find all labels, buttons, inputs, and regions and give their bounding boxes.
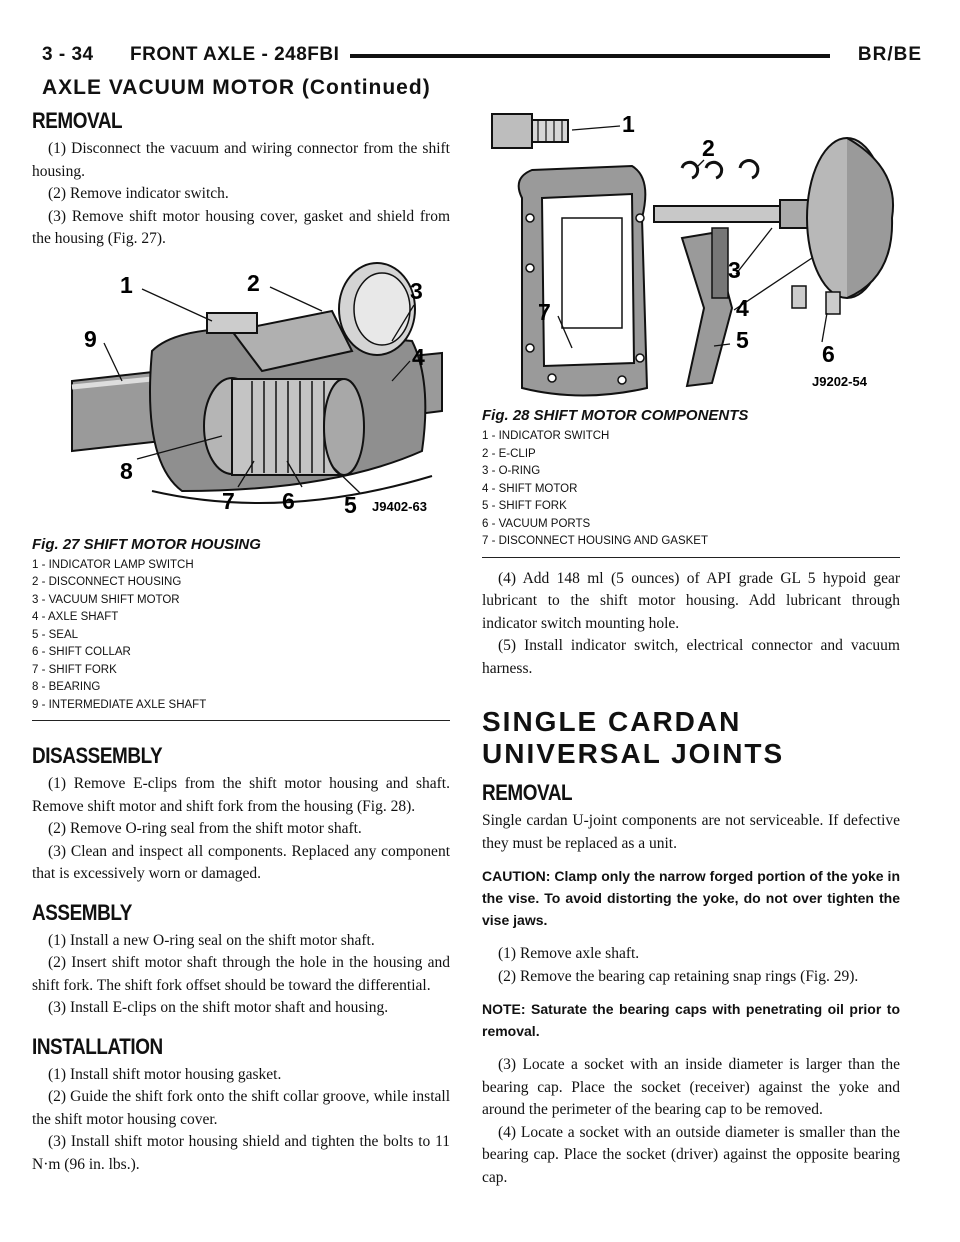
installation-step-1: (1) Install shift motor housing gasket. xyxy=(48,1065,282,1083)
figure-28 xyxy=(482,108,900,558)
fig27-callout-5: 5 xyxy=(344,491,357,518)
cardan-step-3: (3) Locate a socket with an inside diameter is larger than the bearing cap. Place the socket (receiver) against the yoke and around the perimeter of the bearing cap to be removed. xyxy=(482,1056,900,1118)
installation-step-3: (3) Install shift motor housing shield and tighten the bolts to 11 N·m (96 in. lbs.). xyxy=(32,1133,450,1173)
right-column xyxy=(482,108,900,1189)
model-code: BR/BE xyxy=(857,44,922,65)
fig28-legend-item: 2 - E-CLIP xyxy=(482,447,536,460)
cardan-removal-heading: REMOVAL xyxy=(482,780,573,805)
fig28-rule xyxy=(482,557,900,558)
shift-motor-components-illustration xyxy=(482,108,900,398)
fig27-legend xyxy=(32,557,450,715)
fig27-callout-3: 3 xyxy=(410,277,423,304)
cardan-step-1: (1) Remove axle shaft. xyxy=(498,945,640,962)
disassembly-step-1: (1) Remove E-clips from the shift motor housing and shaft. Remove shift motor and shift fork from the housing (Fig. 28). xyxy=(32,775,450,815)
fig28-code: J9202-54 xyxy=(812,374,867,389)
section-title: FRONT AXLE - 248FBI xyxy=(130,44,340,65)
disassembly-heading: DISASSEMBLY xyxy=(32,743,163,768)
fig27-legend-item: 8 - BEARING xyxy=(32,681,101,693)
fig27-legend-item: 6 - SHIFT COLLAR xyxy=(32,646,131,658)
cardan-step-4: (4) Locate a socket with an outside diameter is smaller than the bearing cap. Place the socket (driver) against the opposite bearing cap. xyxy=(482,1123,900,1186)
fig27-callout-2: 2 xyxy=(247,269,260,296)
cardan-step-2: (2) Remove the bearing cap retaining snap rings (Fig. 29). xyxy=(498,967,859,985)
shift-motor-housing-illustration xyxy=(32,261,450,527)
cardan-intro: Single cardan U-joint components are not serviceable. If defective they must be replaced as a unit. xyxy=(482,812,900,852)
running-header xyxy=(42,40,922,70)
fig28-legend-item: 1 - INDICATOR SWITCH xyxy=(482,430,610,442)
fig28-callout-3: 3 xyxy=(728,257,741,283)
fig27-legend-item: 7 - SHIFT FORK xyxy=(32,663,117,676)
fig28-callout-7: 7 xyxy=(538,299,551,325)
fig28-legend-item: 7 - DISCONNECT HOUSING AND GASKET xyxy=(482,535,708,547)
assembly-step-3: (3) Install E-clips on the shift motor shaft and housing. xyxy=(48,999,389,1016)
header-rule xyxy=(350,54,830,58)
fig27-callout-1: 1 xyxy=(120,271,133,298)
disassembly-step-3: (3) Clean and inspect all components. Replaced any component that is excessively worn or damaged. xyxy=(32,842,450,882)
fig27-legend-item: 1 - INDICATOR LAMP SWITCH xyxy=(32,558,194,571)
figure-27 xyxy=(32,261,450,722)
removal-step-3: (3) Remove shift motor housing cover, gasket and shield from the housing (Fig. 27). xyxy=(32,207,450,247)
installation-step-5: (5) Install indicator switch, electrical connector and vacuum harness. xyxy=(482,637,900,677)
fig28-caption: Fig. 28 SHIFT MOTOR COMPONENTS xyxy=(482,407,749,424)
removal-heading: REMOVAL xyxy=(32,108,123,133)
fig27-caption: Fig. 27 SHIFT MOTOR HOUSING xyxy=(32,535,261,553)
fig27-legend-item: 9 - INTERMEDIATE AXLE SHAFT xyxy=(32,698,207,711)
assembly-step-2: (2) Insert shift motor shaft through the hole in the housing and shift fork. The shift fork offset should be toward the differential. xyxy=(32,954,450,994)
fig28-callout-4: 4 xyxy=(736,295,749,321)
fig28-legend-item: 5 - SHIFT FORK xyxy=(482,500,567,512)
fig28-callout-5: 5 xyxy=(736,327,749,353)
assembly-step-1: (1) Install a new O-ring seal on the shift motor shaft. xyxy=(48,931,375,949)
left-column xyxy=(32,108,450,1176)
penetrating-oil-note: NOTE: Saturate the bearing caps with penetrating oil prior to removal. xyxy=(482,1001,900,1039)
removal-step-2: (2) Remove indicator switch. xyxy=(48,185,229,202)
fig28-callout-6: 6 xyxy=(822,341,835,367)
fig28-legend-item: 4 - SHIFT MOTOR xyxy=(482,482,578,495)
fig28-legend-item: 6 - VACUUM PORTS xyxy=(482,517,591,530)
fig27-callout-7: 7 xyxy=(222,487,235,514)
fig28-legend-item: 3 - O-RING xyxy=(482,465,541,477)
fig27-callout-9: 9 xyxy=(84,325,97,352)
caution-note: CAUTION: Clamp only the narrow forged portion of the yoke in the vise. To avoid distorting the yoke, do not over tighten the vise jaws. xyxy=(482,868,900,928)
installation-step-4: (4) Add 148 ml (5 ounces) of API grade GL 5 hypoid gear lubricant to the shift motor housing. Add lubricant through indicator switch mounting hole. xyxy=(482,569,900,632)
fig28-legend xyxy=(482,428,900,551)
installation-heading: INSTALLATION xyxy=(32,1033,163,1059)
fig27-callout-4: 4 xyxy=(412,343,425,370)
continued-heading: AXLE VACUUM MOTOR (Continued) xyxy=(42,76,431,99)
assembly-heading: ASSEMBLY xyxy=(32,899,132,925)
installation-step-2: (2) Guide the shift fork onto the shift collar groove, while install the shift motor housing cover. xyxy=(32,1088,450,1128)
fig27-callout-8: 8 xyxy=(120,457,133,484)
fig28-callout-2: 2 xyxy=(702,135,715,161)
cardan-title: SINGLE CARDAN UNIVERSAL JOINTS xyxy=(482,706,785,769)
fig27-rule xyxy=(32,720,450,721)
fig28-callout-1: 1 xyxy=(622,111,635,137)
fig27-legend-item: 3 - VACUUM SHIFT MOTOR xyxy=(32,593,180,606)
disassembly-step-2: (2) Remove O-ring seal from the shift motor shaft. xyxy=(48,820,362,837)
fig27-callout-6: 6 xyxy=(282,487,295,514)
page-number: 3 - 34 xyxy=(42,44,94,65)
fig27-legend-item: 2 - DISCONNECT HOUSING xyxy=(32,576,182,588)
fig27-legend-item: 5 - SEAL xyxy=(32,628,79,641)
removal-step-1: (1) Disconnect the vacuum and wiring connector from the shift housing. xyxy=(32,140,450,180)
fig27-legend-item: 4 - AXLE SHAFT xyxy=(32,611,119,623)
fig27-code: J9402-63 xyxy=(372,498,427,514)
